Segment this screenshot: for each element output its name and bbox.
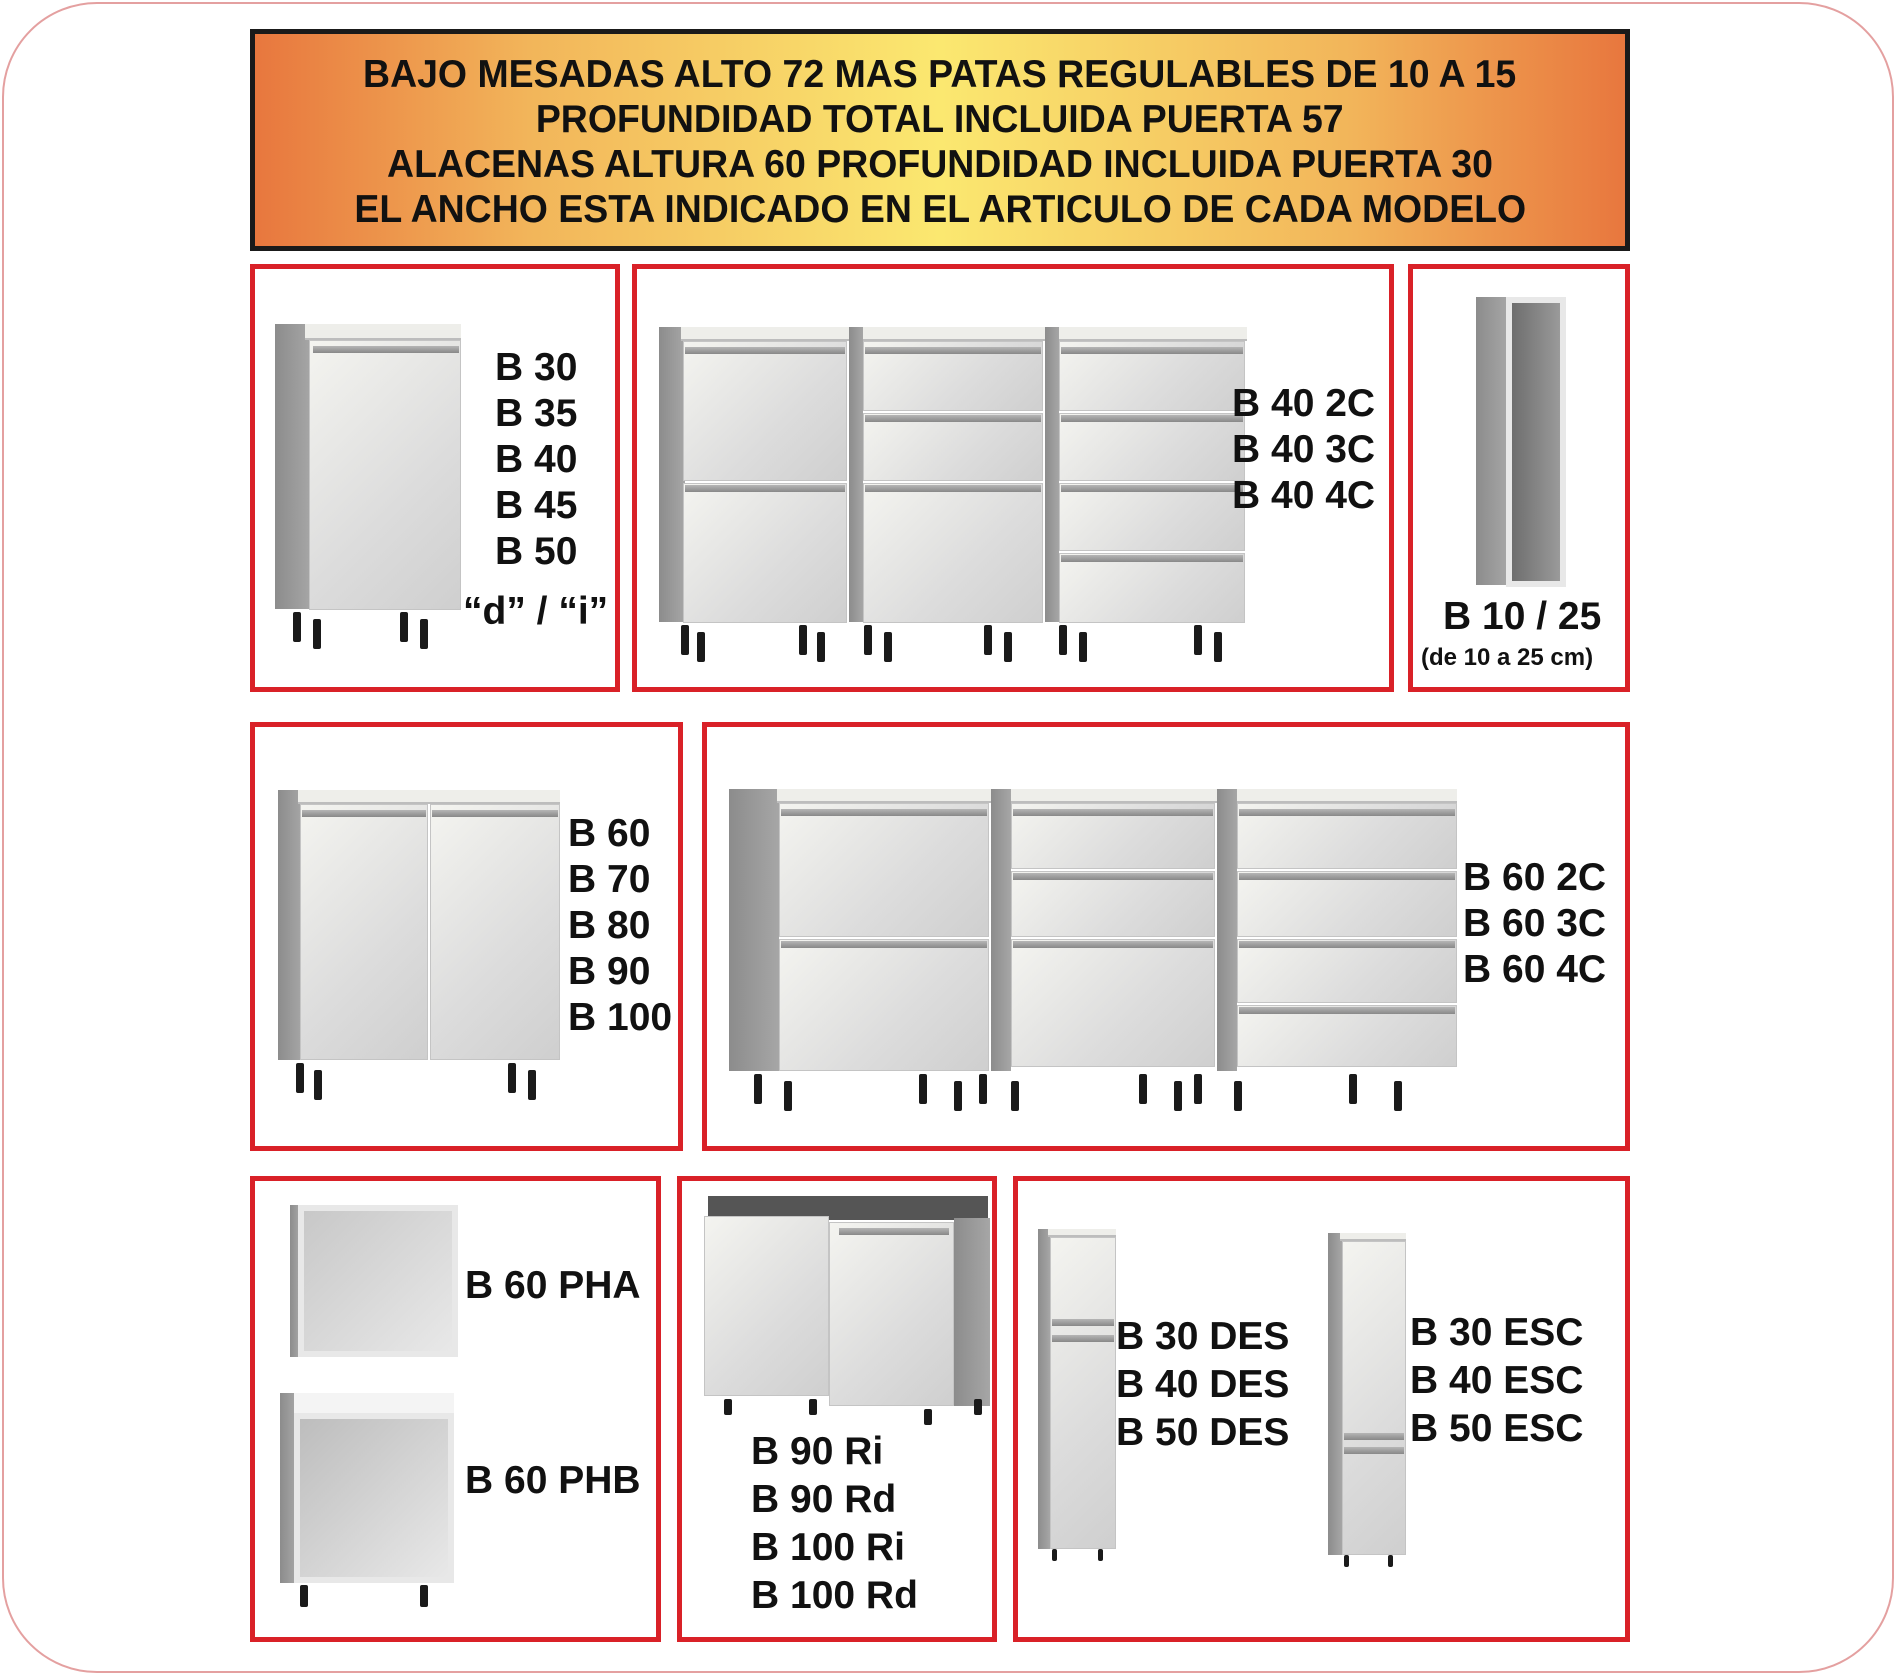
model-label: B 50 DES [1116, 1411, 1290, 1454]
model-label: B 40 ESC [1410, 1359, 1584, 1402]
panel-narrow [1408, 264, 1630, 692]
model-label: B 100 [568, 996, 673, 1039]
model-label: B 90 [568, 950, 651, 993]
model-label: B 90 Rd [751, 1478, 897, 1521]
panel-corner [677, 1176, 997, 1642]
model-label: B 45 [495, 484, 578, 527]
model-label: B 50 [495, 530, 578, 573]
model-label: B 60 3C [1463, 902, 1607, 945]
model-label: B 60 [568, 812, 651, 855]
model-label: B 40 4C [1232, 474, 1376, 517]
panel-drawers-40 [632, 264, 1394, 692]
model-label: B 60 PHB [465, 1459, 641, 1502]
header-banner [250, 29, 1630, 251]
panel-ph [250, 1176, 661, 1642]
header-line: PROFUNDIDAD TOTAL INCLUIDA PUERTA 57 [536, 98, 1344, 141]
panel-double-door [250, 722, 683, 1151]
panel-single-door [250, 264, 620, 692]
model-label: B 40 2C [1232, 382, 1376, 425]
model-label: B 60 2C [1463, 856, 1607, 899]
panel-tall [1013, 1176, 1630, 1642]
model-label: B 50 ESC [1410, 1407, 1584, 1450]
model-label: B 100 Ri [751, 1526, 905, 1569]
header-line: ALACENAS ALTURA 60 PROFUNDIDAD INCLUIDA PUERTA 30 [387, 143, 1493, 186]
model-label: B 40 DES [1116, 1363, 1290, 1406]
panel-drawers-60 [702, 722, 1630, 1151]
header-line: EL ANCHO ESTA INDICADO EN EL ARTICULO DE CADA MODELO [354, 188, 1526, 231]
model-label: B 90 Ri [751, 1430, 884, 1473]
model-label: B 30 [495, 346, 578, 389]
model-label: B 35 [495, 392, 578, 435]
hinge-note: “d” / “i” [463, 590, 609, 633]
model-label: B 80 [568, 904, 651, 947]
header-line: BAJO MESADAS ALTO 72 MAS PATAS REGULABLES DE 10 A 15 [363, 53, 1517, 96]
model-label: B 70 [568, 858, 651, 901]
size-note: (de 10 a 25 cm) [1421, 644, 1594, 671]
model-label: B 30 DES [1116, 1315, 1290, 1358]
model-label: B 30 ESC [1410, 1311, 1584, 1354]
model-label: B 100 Rd [751, 1574, 918, 1617]
model-label: B 60 4C [1463, 948, 1607, 991]
model-label: B 40 3C [1232, 428, 1376, 471]
model-label: B 40 [495, 438, 578, 481]
model-label: B 60 PHA [465, 1264, 641, 1307]
model-label: B 10 / 25 [1443, 595, 1602, 638]
